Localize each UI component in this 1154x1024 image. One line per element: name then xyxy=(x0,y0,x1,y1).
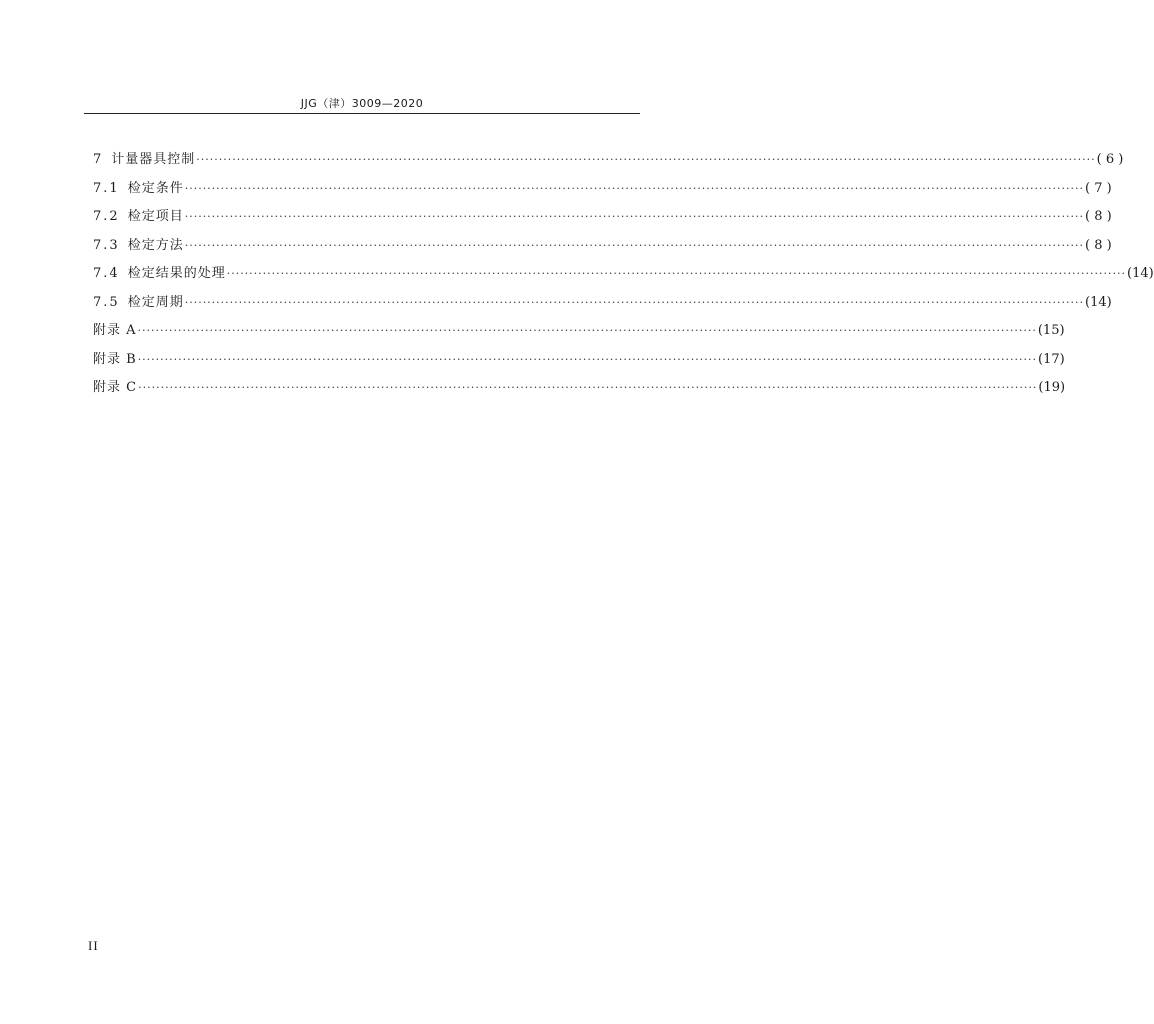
toc-entry-title: 附录 C xyxy=(93,380,138,395)
toc-entry-number: 7.3 xyxy=(93,237,120,253)
toc-entry[interactable] xyxy=(93,236,1112,265)
toc-entry-title: 附录 A xyxy=(93,323,137,338)
toc-entry[interactable] xyxy=(93,321,1065,350)
toc-entry-title: 附录 B xyxy=(93,351,137,367)
toc-leader-dots: ········································································································································································································ xyxy=(138,381,1038,394)
page-number: II xyxy=(88,938,99,953)
toc-entry-page: (17) xyxy=(1038,351,1065,367)
toc-entry-page: (14) xyxy=(1127,266,1154,281)
toc-entry-title: 检定结果的处理 xyxy=(127,266,226,281)
toc-entry[interactable] xyxy=(93,378,1066,407)
toc-leader-dots: ········································································································································································································ xyxy=(184,210,1085,223)
page-header: JJG（津）3009—2020 xyxy=(300,97,424,110)
toc-entry-page: ( 7 ) xyxy=(1085,180,1112,196)
toc-leader-dots: ········································································································································································································ xyxy=(226,267,1127,280)
toc-entry-page: ( 8 ) xyxy=(1085,209,1112,224)
toc-entry-title: 检定项目 xyxy=(127,209,184,224)
toc-entry-number: 7.2 xyxy=(93,209,120,224)
toc-leader-dots: ········································································································································································································ xyxy=(184,295,1085,309)
toc-entry-page: ( 6 ) xyxy=(1096,152,1124,167)
toc-entry-title: 检定方法 xyxy=(127,237,184,253)
toc-leader-dots: ········································································································································································································ xyxy=(184,238,1085,252)
toc-leader-dots: ········································································································································································································ xyxy=(196,153,1096,166)
toc-leader-dots: ········································································································································································································ xyxy=(137,352,1038,366)
toc-entry-title: 计量器具控制 xyxy=(111,152,196,167)
table-of-contents xyxy=(93,150,1154,407)
toc-leader-dots: ········································································································································································································ xyxy=(184,181,1085,195)
toc-entry-page: (15) xyxy=(1037,323,1065,338)
toc-entry-title: 检定条件 xyxy=(127,180,184,196)
toc-entry[interactable] xyxy=(93,150,1124,179)
toc-entry-page: ( 8 ) xyxy=(1085,237,1112,253)
toc-entry[interactable] xyxy=(93,350,1065,379)
toc-entry[interactable] xyxy=(93,293,1112,322)
toc-entry-number: 7.5 xyxy=(93,294,120,310)
toc-entry[interactable] xyxy=(93,179,1112,208)
toc-entry-number: 7 xyxy=(93,152,104,167)
toc-entry-number: 7.4 xyxy=(93,266,120,281)
toc-entry[interactable] xyxy=(93,264,1154,293)
toc-entry-title: 检定周期 xyxy=(127,294,184,310)
toc-leader-dots: ········································································································································································································ xyxy=(137,324,1037,337)
toc-entry-page: (19) xyxy=(1038,380,1066,395)
header-rule xyxy=(84,113,640,114)
toc-entry-number: 7.1 xyxy=(93,180,120,196)
toc-entry-page: (14) xyxy=(1085,294,1112,310)
toc-entry[interactable] xyxy=(93,207,1112,236)
